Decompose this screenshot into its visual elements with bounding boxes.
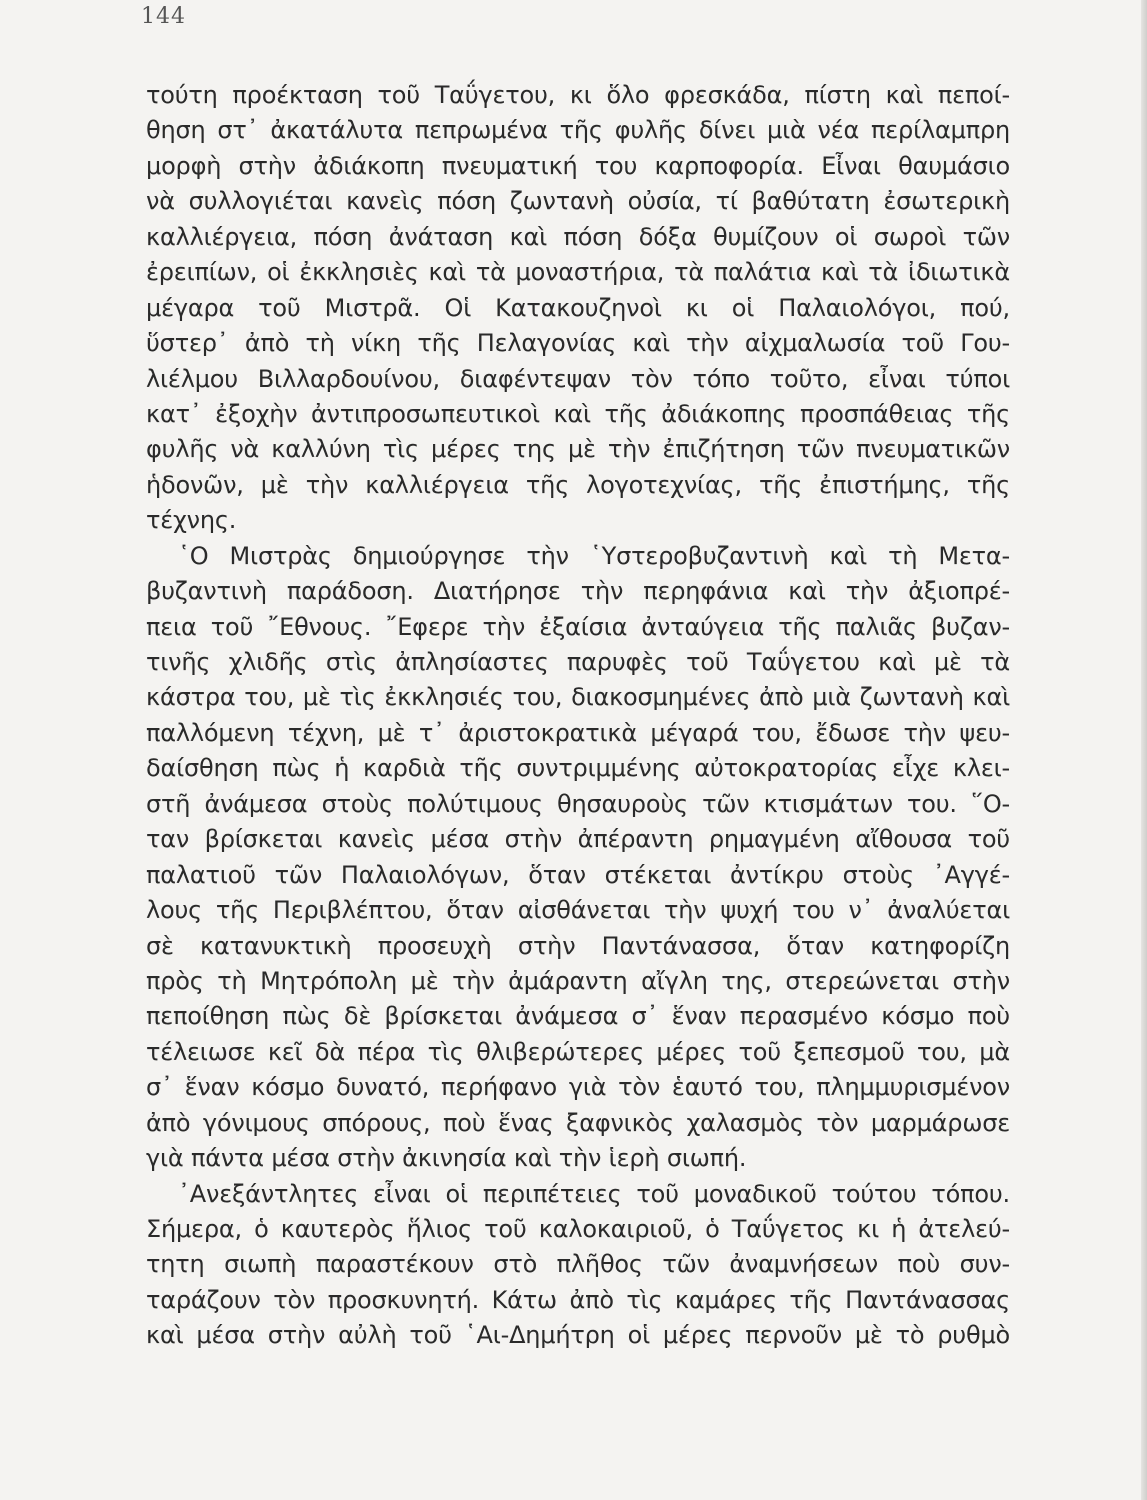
text-line: κάστρα του, μὲ τὶς ἐκκλησιές του, διακοσμημένες ἀπὸ μιὰ ζωντανὴ καὶ [146, 683, 1010, 712]
text-line: ὕστερ᾽ ἀπὸ τὴ νίκη τῆς Πελαγονίας καὶ τὴν αἰχμαλωσία τοῦ Γου- [146, 329, 1010, 358]
text-line: σὲ κατανυκτικὴ προσευχὴ στὴν Παντάνασσα, ὅταν κατηφορίζη [146, 931, 1010, 960]
text-line: πεποίθηση πὼς δὲ βρίσκεται ἀνάμεσα σ᾽ ἕναν περασμένο κόσμο ποὺ [146, 1002, 1010, 1031]
text-line: μέγαρα τοῦ Μιστρᾶ. Οἱ Κατακουζηνοὶ κι οἱ Παλαιολόγοι, πού, [146, 293, 1010, 322]
text-line: παλατιοῦ τῶν Παλαιολόγων, ὅταν στέκεται ἀντίκρυ στοὺς ᾿Αγγέ- [146, 860, 1010, 889]
text-line: βυζαντινὴ παράδοση. Διατήρησε τὴν περηφάνια καὶ τὴν ἀξιοπρέ- [146, 577, 1010, 606]
text-line: μορφὴ στὴν ἀδιάκοπη πνευματική του καρποφορία. Εἶναι θαυμάσιο [146, 151, 1010, 180]
text-line: γιὰ πάντα μέσα στὴν ἀκινησία καὶ τὴν ἱερὴ σιωπή. [146, 1144, 747, 1173]
text-line: ἀπὸ γόνιμους σπόρους, ποὺ ἕνας ξαφνικὸς χαλασμὸς τὸν μαρμάρωσε [146, 1108, 1010, 1137]
paragraph-3 [146, 1177, 1010, 1354]
text-line: στῆ ἀνάμεσα στοὺς πολύτιμους θησαυροὺς τῶν κτισμάτων του. ῞Ο- [146, 789, 1010, 818]
text-line: παλλόμενη τέχνη, μὲ τ᾽ ἀριστοκρατικὰ μέγαρά του, ἔδωσε τὴν ψευ- [146, 718, 1010, 747]
text-line: καλλιέργεια, πόση ἀνάταση καὶ πόση δόξα θυμίζουν οἱ σωροὶ τῶν [146, 222, 1010, 251]
text-line: καὶ μέσα στὴν αὐλὴ τοῦ ῾Αι-Δημήτρη οἱ μέρες περνοῦν μὲ τὸ ρυθμὸ [146, 1321, 1010, 1350]
text-line: τούτη προέκταση τοῦ Ταΰγετου, κι ὅλο φρεσκάδα, πίστη καὶ πεποί- [146, 81, 1010, 109]
paragraph-2 [146, 539, 1010, 1177]
text-line: λους τῆς Περιβλέπτου, ὅταν αἰσθάνεται τὴν ψυχή του ν᾽ ἀναλύεται [146, 896, 1010, 925]
text-line: ῾Ο Μιστρὰς δημιούργησε τὴν ῾Υστεροβυζαντινὴ καὶ τὴ Μετα- [178, 541, 1010, 570]
text-line: δαίσθηση πὼς ἡ καρδιὰ τῆς συντριμμένης αὐτοκρατορίας εἶχε κλει- [146, 754, 1010, 783]
page-number: 144 [141, 4, 186, 29]
paragraph-1 [146, 78, 1010, 539]
text-line: πρὸς τὴ Μητρόπολη μὲ τὴν ἀμάραντη αἴγλη της, στερεώνεται στὴν [146, 966, 1010, 995]
text-line: σ᾽ ἕναν κόσμο δυνατό, περήφανο γιὰ τὸν ἑαυτό του, πλημμυρισμένον [146, 1073, 1010, 1102]
text-line: ᾿Ανεξάντλητες εἶναι οἱ περιπέτειες τοῦ μοναδικοῦ τούτου τόπου. [178, 1179, 1010, 1208]
text-line: νὰ συλλογιέται κανεὶς πόση ζωντανὴ οὐσία, τί βαθύτατη ἐσωτερικὴ [146, 187, 1010, 216]
text-line: λιέλμου Βιλλαρδουίνου, διαφέντεψαν τὸν τόπο τοῦτο, εἶναι τύποι [146, 364, 1010, 393]
text-line: ἡδονῶν, μὲ τὴν καλλιέργεια τῆς λογοτεχνίας, τῆς ἐπιστήμης, τῆς [146, 470, 1010, 499]
text-line: ἐρειπίων, οἱ ἐκκλησιὲς καὶ τὰ μοναστήρια, τὰ παλάτια καὶ τὰ ἰδιωτικὰ [146, 258, 1010, 287]
text-line: κατ᾽ ἐξοχὴν ἀντιπροσωπευτικοὶ καὶ τῆς ἀδιάκοπης προσπάθειας τῆς [146, 399, 1010, 428]
text-line: τινῆς χλιδῆς στὶς ἀπλησίαστες παρυφὲς τοῦ Ταΰγετου καὶ μὲ τὰ [146, 648, 1010, 676]
body-text [146, 78, 1010, 1354]
text-line: ταν βρίσκεται κανεὶς μέσα στὴν ἀπέραντη ρημαγμένη αἴθουσα τοῦ [146, 825, 1010, 854]
page-edge-shadow [1141, 0, 1147, 1500]
text-line: πεια τοῦ ῎Εθνους. ῎Εφερε τὴν ἐξαίσια ἀνταύγεια τῆς παλιᾶς βυζαν- [146, 612, 1010, 641]
text-line: τητη σιωπὴ παραστέκουν στὸ πλῆθος τῶν ἀναμνήσεων ποὺ συν- [146, 1250, 1010, 1279]
text-line: ταράζουν τὸν προσκυνητή. Κάτω ἀπὸ τὶς καμάρες τῆς Παντάνασσας [146, 1285, 1010, 1314]
text-line: θηση στ᾽ ἀκατάλυτα πεπρωμένα τῆς φυλῆς δίνει μιὰ νέα περίλαμπρη [146, 116, 1010, 145]
text-line: τέχνης. [146, 506, 237, 535]
text-line: Σήμερα, ὁ καυτερὸς ἥλιος τοῦ καλοκαιριοῦ, ὁ Ταΰγετος κι ἡ ἀτελεύ- [146, 1215, 1010, 1243]
text-line: τέλειωσε κεῖ δὰ πέρα τὶς θλιβερώτερες μέρες τοῦ ξεπεσμοῦ του, μὰ [146, 1037, 1010, 1066]
text-line: φυλῆς νὰ καλλύνη τὶς μέρες της μὲ τὴν ἐπιζήτηση τῶν πνευματικῶν [146, 435, 1010, 464]
